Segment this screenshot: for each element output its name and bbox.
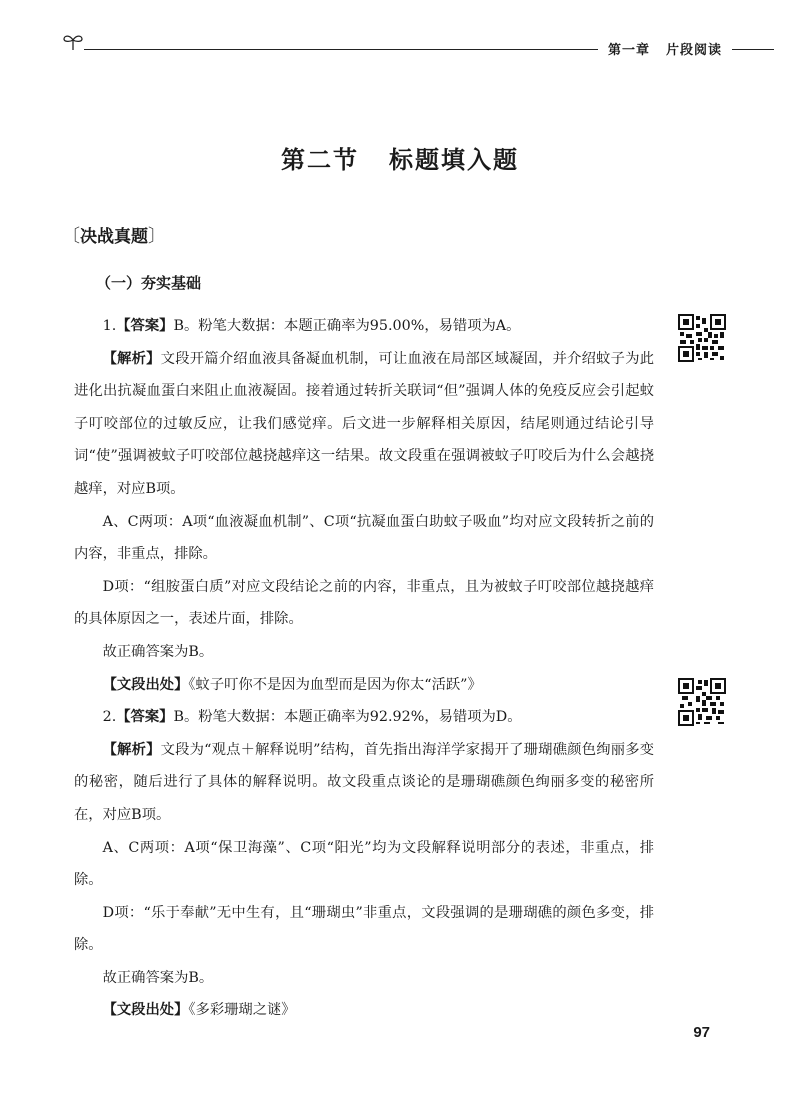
running-header (62, 30, 774, 60)
q1-source: 《蚊子叮你不是因为血型而是因为你太“活跃”》 (188, 676, 482, 693)
q2-answer-line (74, 701, 654, 734)
q2-analysis-paragraph (74, 734, 654, 832)
q2-source: 《多彩珊瑚之谜》 (188, 1002, 296, 1019)
banner-close-bracket: 〕 (148, 226, 166, 247)
q1-answer-line (74, 310, 654, 343)
q1-analysis-paragraph (74, 343, 654, 506)
title-name: 标题填入题 (389, 146, 519, 174)
q1-option-d: D项：“组胺蛋白质”对应文段结论之前的内容，非重点，且为被蚊子叮咬部位越挠越痒的具体原因之一，表述片面，排除。 (74, 578, 654, 628)
q2-answer: B。粉笔大数据：本题正确率为92.92%，易错项为D。 (173, 709, 522, 726)
header-section-name: 片段阅读 (665, 43, 722, 58)
source-label: 【文段出处】 (102, 1002, 189, 1019)
title-section-number: 第二节 (281, 146, 359, 174)
q1-source-line (74, 669, 654, 702)
section-banner (62, 222, 166, 248)
q2-analysis: 文段为“观点＋解释说明”结构，首先指出海洋学家揭开了珊瑚礁颜色绚丽多变的秘密，随后进行了具体的解释说明。故文段重点谈论的是珊瑚礁颜色绚丽多变的秘密所在，对应B项。 (74, 741, 654, 823)
page-number: 97 (693, 1024, 710, 1041)
answer-label: 【答案】 (116, 318, 174, 334)
banner-label: 决战真题 (80, 227, 148, 247)
subheading: （一）夯实基础 (96, 274, 202, 292)
q1-conclusion: 故正确答案为B。 (102, 643, 214, 660)
analysis-label: 【解析】 (102, 350, 161, 367)
header-chapter-label (598, 39, 732, 58)
q1-analysis: 文段开篇介绍血液具备凝血机制，可让血液在局部区域凝固，并介绍蚊子为此进化出抗凝血蛋白来阻止血液凝固。接着通过转折关联词“但”强调人体的免疫反应会引起蚊子叮咬部位的过敏反应，让我们感觉痒。后文进一步解释相关原因，结尾则通过结论引导词“使”强调被蚊子叮咬部位越挠越痒这一结果。故文段重在强调被蚊子叮咬后为什么会越挠越痒，对应B项。 (74, 350, 655, 497)
q2-conclusion: 故正确答案为B。 (102, 969, 214, 986)
main-content (74, 310, 654, 1027)
q2-option-d: D项：“乐于奉献”无中生有，且“珊瑚虫”非重点，文段强调的是珊瑚礁的颜色多变，排除。 (74, 904, 654, 954)
q1-number: 1. (102, 318, 117, 334)
qr-code-icon (678, 678, 726, 726)
q1-answer: B。粉笔大数据：本题正确率为95.00%，易错项为A。 (173, 318, 521, 334)
q2-option-ac: A、C两项：A项“保卫海藻”、C项“阳光”均为文段解释说明部分的表述，非重点，排除。 (74, 839, 654, 889)
source-label: 【文段出处】 (102, 676, 189, 693)
banner-open-bracket: 〔 (62, 226, 80, 247)
header-chapter: 第一章 (607, 43, 650, 58)
qr-code-icon (678, 314, 726, 362)
page-title (0, 140, 800, 175)
answer-label: 【答案】 (116, 709, 174, 726)
q1-option-ac: A、C两项：A项“血液凝血机制”、C项“抗凝血蛋白助蚊子吸血”均对应文段转折之前的内容，非重点，排除。 (74, 513, 654, 563)
sprout-icon (62, 32, 84, 52)
q2-source-line (74, 994, 654, 1027)
q2-number: 2. (102, 709, 117, 726)
analysis-label: 【解析】 (102, 741, 161, 758)
